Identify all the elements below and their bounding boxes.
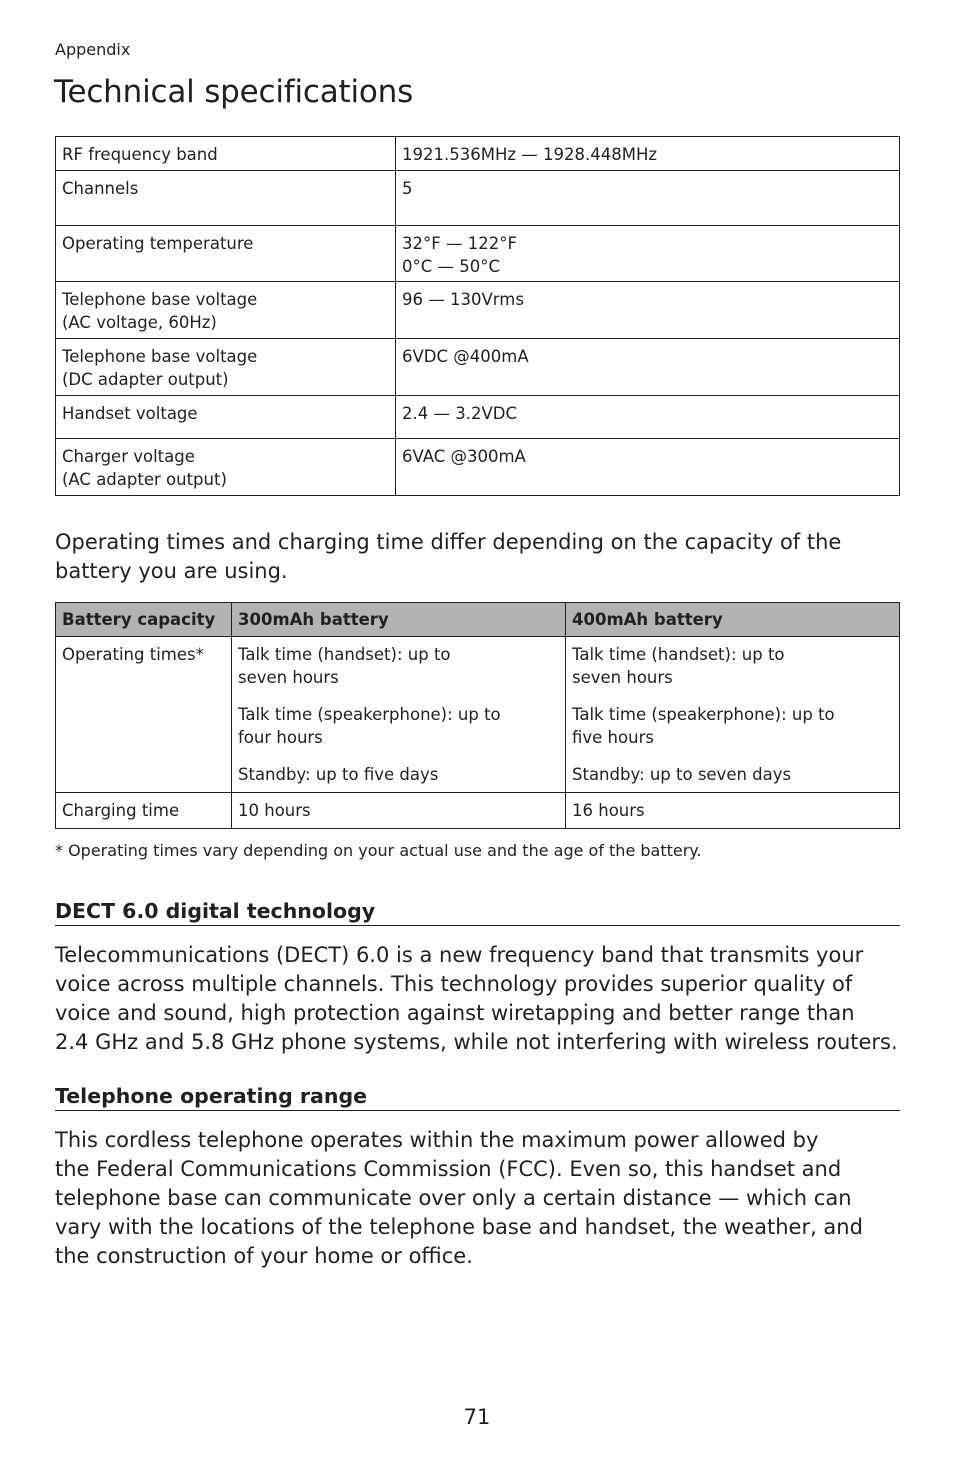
spec-value: [396, 339, 900, 396]
spec-value: [396, 226, 900, 282]
battery-intro-text: Operating times and charging time differ depending on the capacity of the battery you are using.: [55, 530, 842, 583]
dect-paragraph: [55, 941, 915, 1057]
spec-value: [396, 282, 900, 339]
table-cell: 16 hours: [566, 793, 900, 829]
spec-label-line: Operating temperature: [62, 234, 254, 253]
footnote: * Operating times vary depending on your actual use and the age of the battery.: [55, 841, 702, 860]
cell-block: [238, 763, 559, 786]
table-row: [56, 282, 900, 339]
spec-label-line: Channels: [62, 179, 139, 198]
spec-label-line: (AC voltage, 60Hz): [62, 313, 217, 332]
cell-block: [572, 703, 893, 749]
paragraph-line: Telecommunications (DECT) 6.0 is a new frequency band that transmits your: [55, 943, 864, 967]
range-heading: Telephone operating range: [55, 1084, 900, 1111]
spec-label-line: Telephone base voltage: [62, 290, 258, 309]
cell-line: Talk time (speakerphone): up to: [572, 705, 835, 724]
paragraph-line: the Federal Communications Commission (FCC). Even so, this handset and: [55, 1157, 842, 1181]
spec-label-line: RF frequency band: [62, 145, 218, 164]
cell-line: four hours: [238, 728, 323, 747]
table-row: [56, 171, 900, 226]
spec-label-line: Handset voltage: [62, 404, 198, 423]
column-header: 300mAh battery: [232, 603, 566, 637]
spec-value: [396, 439, 900, 496]
paragraph-line: the construction of your home or office.: [55, 1244, 473, 1268]
cell-line: Talk time (handset): up to: [572, 645, 785, 664]
dect-heading: DECT 6.0 digital technology: [55, 899, 900, 926]
table-row: [56, 339, 900, 396]
paragraph-line: voice and sound, high protection against wiretapping and better range than: [55, 1001, 855, 1025]
cell-line: Standby: up to seven days: [572, 765, 792, 784]
section-label: Appendix: [55, 40, 131, 59]
spec-value-line: 2.4 — 3.2VDC: [402, 404, 517, 423]
spec-label-line: Charger voltage: [62, 447, 195, 466]
table-cell: 10 hours: [232, 793, 566, 829]
cell-block: [238, 643, 559, 689]
spec-value: [396, 137, 900, 171]
row-label: Charging time: [56, 793, 232, 829]
table-cell: [232, 637, 566, 793]
row-label: Operating times*: [56, 637, 232, 793]
cell-line: Talk time (handset): up to: [238, 645, 451, 664]
spec-label: [56, 339, 396, 396]
table-header-row: [56, 603, 900, 637]
paragraph-line: telephone base can communicate over only a certain distance — which can: [55, 1186, 852, 1210]
spec-label: [56, 439, 396, 496]
cell-line: seven hours: [572, 668, 673, 687]
spec-label-line: (AC adapter output): [62, 470, 227, 489]
cell-line: Talk time (speakerphone): up to: [238, 705, 501, 724]
spec-value-line: 6VAC @300mA: [402, 447, 526, 466]
spec-value-line: 0°C — 50°C: [402, 257, 501, 276]
page-number: 71: [463, 1405, 491, 1429]
cell-block: [238, 703, 559, 749]
spec-label: [56, 396, 396, 439]
spec-label: [56, 171, 396, 226]
paragraph-line: This cordless telephone operates within the maximum power allowed by: [55, 1128, 819, 1152]
table-row: [56, 637, 900, 793]
table-row: [56, 226, 900, 282]
paragraph-line: 2.4 GHz and 5.8 GHz phone systems, while not interfering with wireless routers.: [55, 1030, 898, 1054]
table-row: [56, 793, 900, 829]
spec-value-line: 1921.536MHz — 1928.448MHz: [402, 145, 658, 164]
cell-line: five hours: [572, 728, 654, 747]
spec-label: [56, 226, 396, 282]
specifications-table: [55, 136, 900, 496]
spec-label-line: Telephone base voltage: [62, 347, 258, 366]
spec-value-line: 5: [402, 179, 413, 198]
spec-label-line: (DC adapter output): [62, 370, 229, 389]
table-row: [56, 396, 900, 439]
cell-block: [572, 763, 893, 786]
range-paragraph: [55, 1126, 915, 1271]
table-row: [56, 137, 900, 171]
cell-line: Standby: up to five days: [238, 765, 439, 784]
column-header: 400mAh battery: [566, 603, 900, 637]
column-header: Battery capacity: [56, 603, 232, 637]
spec-value: [396, 396, 900, 439]
spec-label: [56, 282, 396, 339]
spec-label: [56, 137, 396, 171]
table-row: [56, 439, 900, 496]
paragraph-line: voice across multiple channels. This technology provides superior quality of: [55, 972, 853, 996]
battery-table: [55, 602, 900, 829]
table-cell: [566, 637, 900, 793]
spec-value-line: 6VDC @400mA: [402, 347, 529, 366]
cell-line: seven hours: [238, 668, 339, 687]
spec-value: [396, 171, 900, 226]
spec-value-line: 96 — 130Vrms: [402, 290, 524, 309]
paragraph-line: vary with the locations of the telephone base and handset, the weather, and: [55, 1215, 863, 1239]
cell-block: [572, 643, 893, 689]
page-title: Technical specifications: [54, 74, 414, 110]
spec-value-line: 32°F — 122°F: [402, 234, 517, 253]
